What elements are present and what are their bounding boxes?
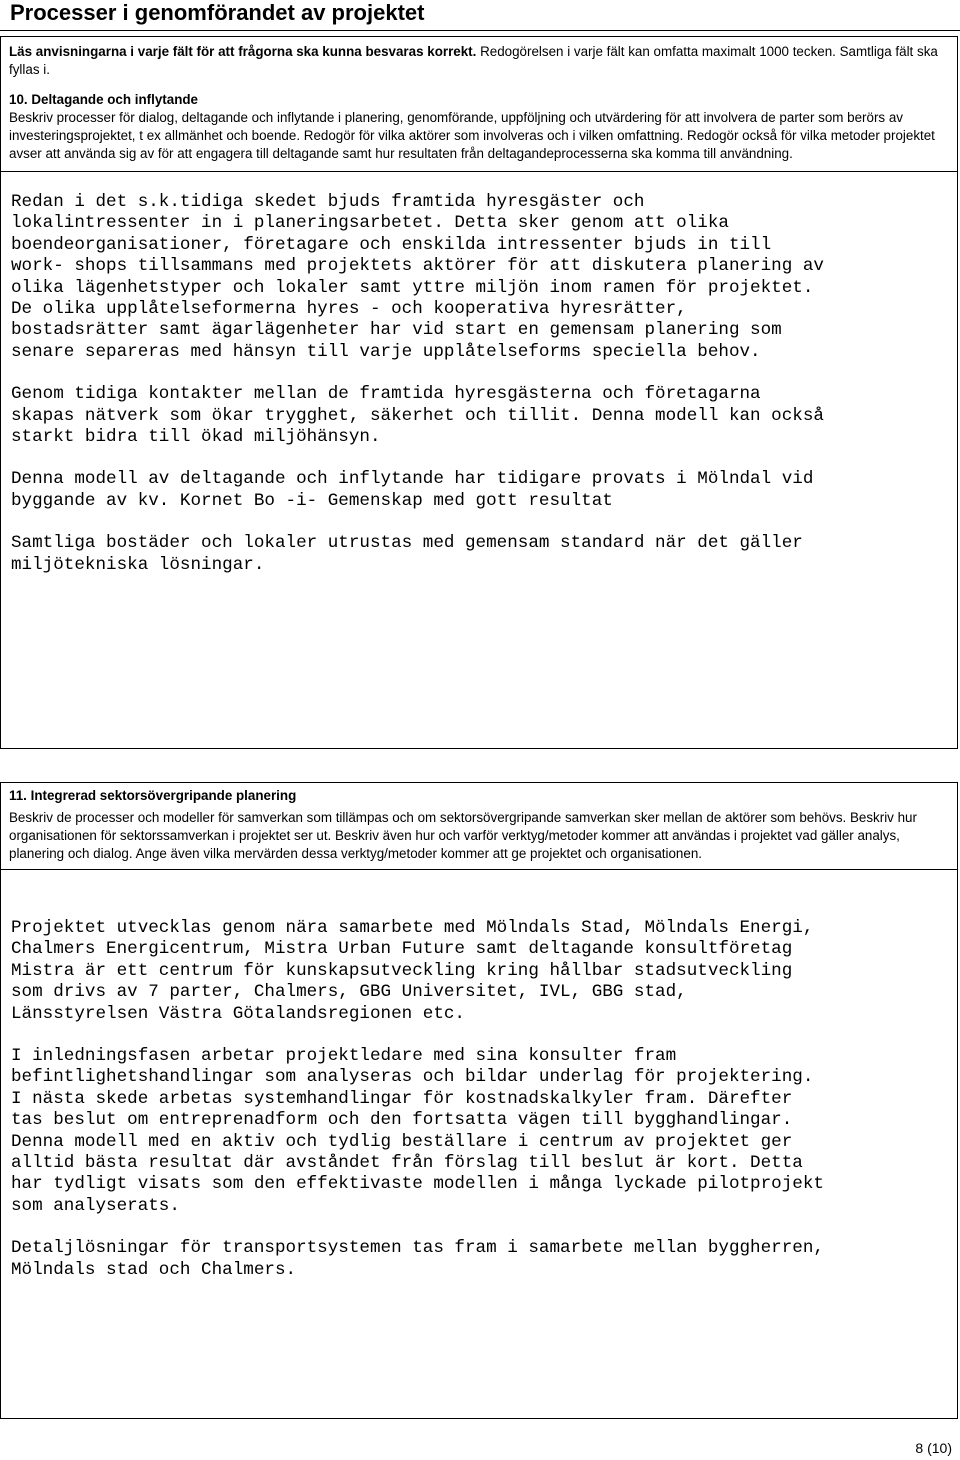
title-divider (0, 30, 960, 31)
answer-paragraph: Detaljlösningar för transportsystemen tas fram i samarbete mellan byggherren, Mölndals stad och Chalmers. (11, 1238, 824, 1280)
section-11-instructions (1, 783, 957, 863)
page-title: Processer i genomförandet av projektet (10, 0, 425, 25)
section-11-box (0, 782, 958, 1419)
instructions (1, 37, 957, 163)
instructions-rest: Redogörelsen i varje fält kan omfatta maximalt 1000 tecken. Samtliga fält ska fyllas i. (9, 44, 938, 77)
section-10-heading: 10. Deltagande och inflytande (9, 92, 198, 107)
section-11-answer-field[interactable] (1, 870, 957, 1281)
answer-paragraph: I inledningsfasen arbetar projektledare med sina konsulter fram befintlighetshandlingar som analyseras och bildar underlag för projektering. I nästa skede arbetas systemhandlingar för kostnadskalkyler fram. Därefter tas beslut om entreprenadform och den fortsatta vägen till bygghandlingar. Denna modell med en aktiv och tydlig beställare i centrum av projektet ger alltid bästa resultat där avståndet från förslag till beslut är kort. Detta har tydligt visats som den effektivaste modellen i många lyckade pilotprojekt som analyserats. (11, 1046, 824, 1216)
answer-paragraph: Samtliga bostäder och lokaler utrustas med gemensam standard när det gäller miljötekniska lösningar. (11, 533, 803, 575)
section-11-description: Beskriv de processer och modeller för samverkan som tillämpas och om sektorsövergripande samverkan sker mellan de aktörer som behövs. Beskriv hur organisationen för sektorssamverkan i projektet ser ut. Beskriv även hur och varför verktyg/metoder kommer att användas i projektet vad gäller analys, planering och dialog. Ange även vilka mervärden dessa verktyg/metoder kommer att ge projektet och organisationen. (9, 810, 917, 861)
section-10-description: Beskriv processer för dialog, deltagande och inflytande i planering, genomförande, uppföljning och utvärdering för att involvera de parter som berörs av investeringsprojektet, t ex allmänhet och boende. Redogör för vilka aktörer som involveras och i vilken omfattning. Redogör också för vilka metoder projektet avser att använda sig av för att engagera till deltagande samt hur resultaten från deltagandeprocesserna ska komma till användning. (9, 110, 935, 161)
page-number: 8 (10) (915, 1440, 952, 1456)
instructions-bold: Läs anvisningarna i varje fält för att frågorna ska kunna besvaras korrekt. (9, 44, 477, 59)
answer-paragraph: Denna modell av deltagande och inflytande har tidigare provats i Mölndal vid byggande av kv. Kornet Bo -i- Gemenskap med gott resultat (11, 469, 814, 511)
section-11-heading: 11. Integrerad sektorsövergripande planering (9, 788, 297, 803)
answer-paragraph: Genom tidiga kontakter mellan de framtida hyresgästerna och företagarna skapas nätverk som ökar trygghet, säkerhet och tillit. Denna modell kan också starkt bidra till ökad miljöhänsyn. (11, 384, 824, 448)
answer-paragraph: Projektet utvecklas genom nära samarbete med Mölndals Stad, Mölndals Energi, Chalmers Energicentrum, Mistra Urban Future samt deltagande konsultföretag Mistra är ett centrum för kunskapsutveckling kring hållbar stadsutveckling som drivs av 7 parter, Chalmers, GBG Universitet, IVL, GBG stad, Länsstyrelsen Västra Götalandsregionen etc. (11, 918, 814, 1024)
section-10-answer-field[interactable] (1, 172, 957, 576)
answer-paragraph: Redan i det s.k.tidiga skedet bjuds framtida hyresgäster och lokalintressenter in i planeringsarbetet. Detta sker genom att olika boendeorganisationer, företagare och enskilda intressenter bjuds in till work- shops tillsammans med projektets aktörer för att diskutera planering av olika lägenhetstyper och lokaler samt yttre miljön inom ramen för projektet. De olika upplåtelseformerna hyres - och kooperativa hyresrätter, bostadsrätter samt ägarlägenheter har vid start en gemensam planering som senare separeras med hänsyn till varje upplåtelseforms speciella behov. (11, 192, 824, 362)
section-10-box (0, 36, 958, 749)
